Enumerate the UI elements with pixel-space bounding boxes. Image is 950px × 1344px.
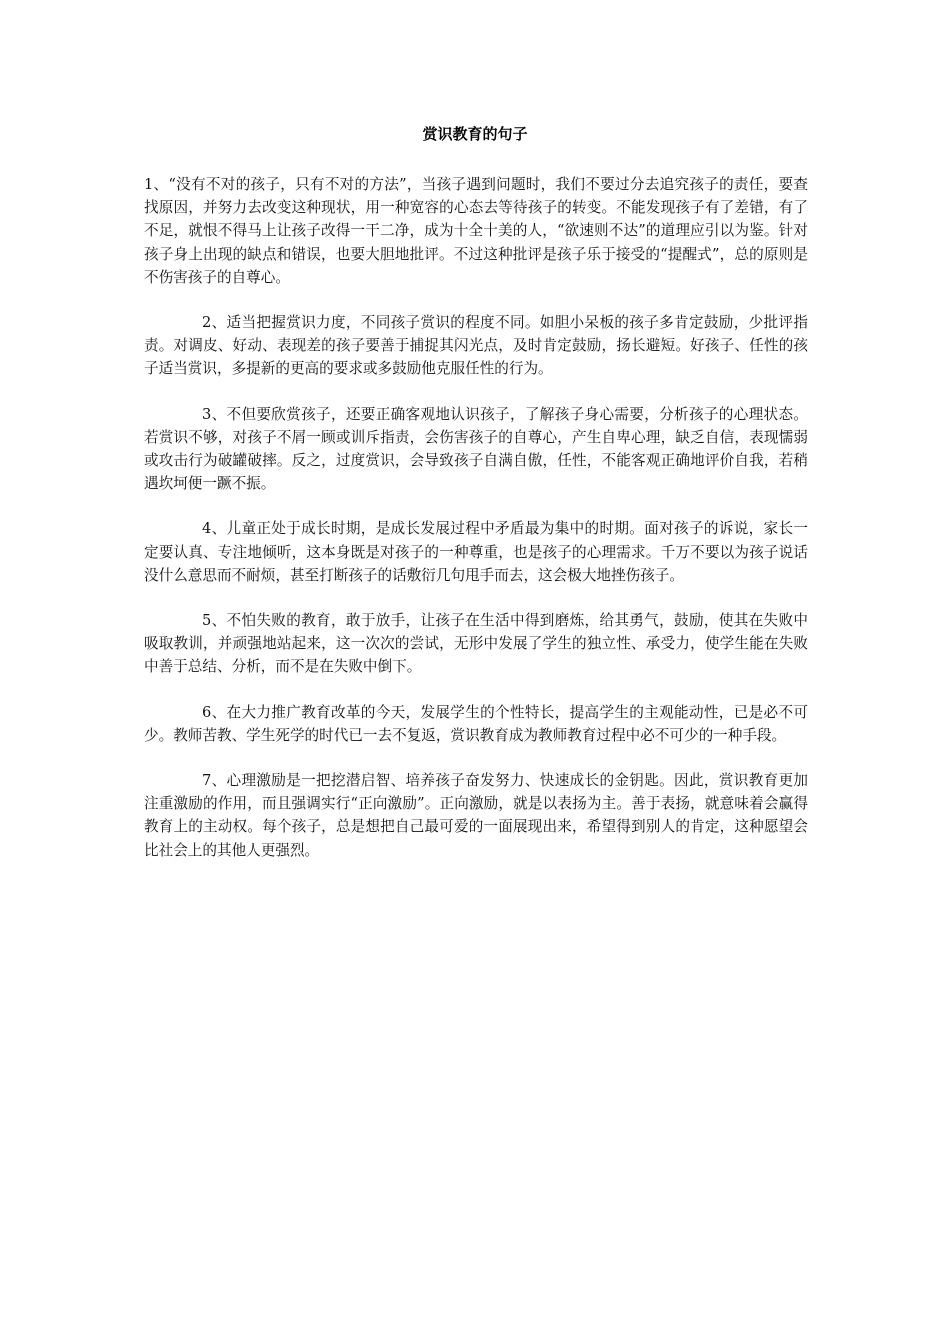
paragraph-4: 4、儿童正处于成长时期，是成长发展过程中矛盾最为集中的时期。面对孩子的诉说，家长一定要认真、专注地倾听，这本身既是对孩子的一种尊重，也是孩子的心理需求。千万不要以为孩子说话没什么意思而不耐烦，甚至打断孩子的话敷衍几句甩手而去，这会极大地挫伤孩子。 [144, 520, 808, 584]
document-body [144, 173, 808, 884]
paragraph-1: 1、“没有不对的孩子，只有不对的方法”，当孩子遇到问题时，我们不要过分去追究孩子的责任，要查找原因，并努力去改变这种现状，用一种宽容的心态去等待孩子的转变。不能发现孩子有了差错，有了不足，就恨不得马上让孩子改得一干二净，成为十全十美的人，“欲速则不达”的道理应引以为鉴。针对孩子身上出现的缺点和错误，也要大胆地批评。不过这种批评是孩子乐于接受的“提醒式”，总的原则是不伤害孩子的自尊心。 [144, 176, 808, 286]
paragraph-5: 5、不怕失败的教育，敢于放手，让孩子在生活中得到磨炼，给其勇气，鼓励，使其在失败中吸取教训，并顽强地站起来，这一次次的尝试，无形中发展了学生的独立性、承受力，使学生能在失败中善于总结、分析，而不是在失败中倒下。 [144, 612, 808, 676]
paragraph-6: 6、在大力推广教育改革的今天，发展学生的个性特长，提高学生的主观能动性，已是必不可少。教师苦教、学生死学的时代已一去不复返，赏识教育成为教师教育过程中必不可少的一种手段。 [144, 703, 808, 744]
document-title: 赏识教育的句子 [422, 125, 528, 143]
paragraph-7: 7、心理激励是一把挖潜启智、培养孩子奋发努力、快速成长的金钥匙。因此，赏识教育更加注重激励的作用，而且强调实行“正向激励”。正向激励，就是以表扬为主。善于表扬，就意味着会赢得教育上的主动权。每个孩子，总是想把自己最可爱的一面展现出来，希望得到别人的肯定，这种愿望会比社会上的其他人更强烈。 [144, 772, 808, 859]
paragraph-2: 2、适当把握赏识力度，不同孩子赏识的程度不同。如胆小呆板的孩子多肯定鼓励，少批评指责。对调皮、好动、表现差的孩子要善于捕捉其闪光点，及时肯定鼓励，扬长避短。好孩子、任性的孩子适当赏识，多提新的更高的要求或多鼓励他克服任性的行为。 [144, 314, 808, 378]
paragraph-3: 3、不但要欣赏孩子，还要正确客观地认识孩子，了解孩子身心需要，分析孩子的心理状态。若赏识不够，对孩子不屑一顾或训斥指责，会伤害孩子的自尊心，产生自卑心理，缺乏自信，表现懦弱或攻击行为破罐破摔。反之，过度赏识，会导致孩子自满自傲，任性，不能客观正确地评价自我，若稍遇坎坷便一蹶不振。 [144, 405, 808, 493]
